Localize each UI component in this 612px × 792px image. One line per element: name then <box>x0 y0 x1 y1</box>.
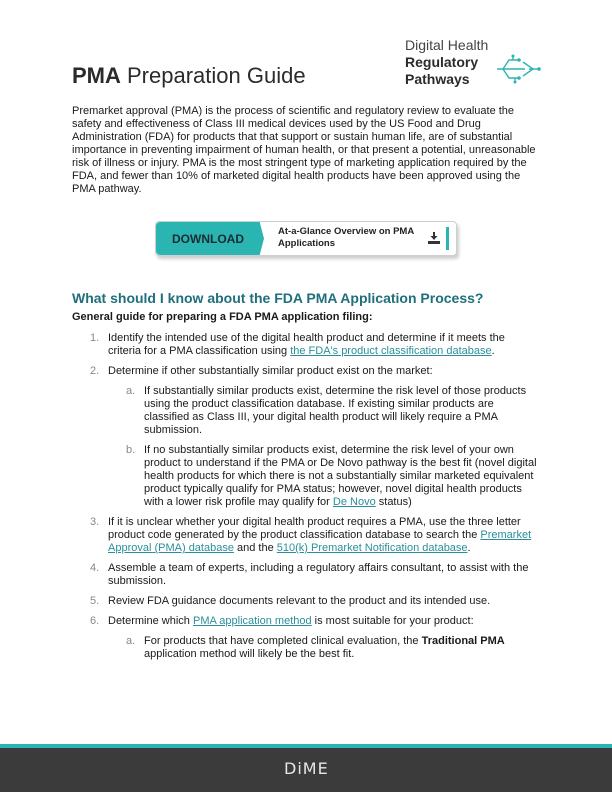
pma-application-method-link[interactable]: PMA application method <box>192 615 312 627</box>
step-text-end: . <box>491 345 495 357</box>
sub-list-item <box>108 385 540 437</box>
step-text: If it is unclear whether your digital health product requires a PMA, use the three letter product code generated by the product classification database to search the <box>108 516 521 541</box>
sub-step-text: For products that have completed clinical evaluation, the <box>144 635 422 647</box>
sub-step-text-end: status) <box>375 496 412 508</box>
logo-line-2: Regulatory <box>405 54 479 70</box>
section-subheading: General guide for preparing a FDA PMA application filing: <box>72 311 373 323</box>
de-novo-link[interactable]: De Novo <box>332 496 376 508</box>
step-text: Review FDA guidance documents relevant to the product and its intended use. <box>108 595 491 607</box>
steps-list <box>72 332 540 668</box>
dime-logo: DiME <box>284 759 329 778</box>
title-rest: Preparation Guide <box>120 63 306 88</box>
step-text: Identify the intended use of the digital health product and determine if it meets the criteria for a PMA classification using <box>108 332 505 357</box>
product-classification-link[interactable]: the FDA's product classification database <box>290 345 492 357</box>
download-label: DOWNLOAD <box>172 232 244 246</box>
sub-step-text: If substantially similar products exist, determine the risk level of those products using the product classification database. If existing similar products are classified as Class III, your digital health product will likely require a PMA submission. <box>144 385 527 436</box>
list-item <box>72 332 540 358</box>
step-text: Determine if other substantially similar product exist on the market: <box>108 365 433 377</box>
step-text: Determine which <box>108 615 193 627</box>
sub-list-item <box>108 635 540 661</box>
download-icon <box>427 231 441 245</box>
sub-step-text-end: application method will likely be the best fit. <box>144 648 355 660</box>
traditional-pma-term: Traditional PMA <box>421 635 505 647</box>
list-item <box>72 365 540 509</box>
step-text-end: is most suitable for your product: <box>311 615 474 627</box>
list-number: 4. <box>90 562 100 574</box>
step-text: Assemble a team of experts, including a regulatory affairs consultant, to assist with the submission. <box>108 562 529 587</box>
title-bold: PMA <box>72 63 121 88</box>
list-number: 1. <box>90 332 100 344</box>
logo-line-1: Digital Health <box>405 37 489 53</box>
sub-list-letter: b. <box>126 444 136 456</box>
download-button[interactable] <box>155 221 457 256</box>
list-number: 6. <box>90 615 100 627</box>
510k-database-link[interactable]: 510(k) Premarket Notification database <box>276 542 468 554</box>
regulatory-pathways-logo <box>405 36 545 92</box>
step-text-end: . <box>467 542 471 554</box>
download-accent-bar <box>446 227 449 250</box>
logo-line-3: Pathways <box>405 71 470 87</box>
list-number: 2. <box>90 365 100 377</box>
list-item <box>72 595 540 608</box>
list-item <box>72 615 540 661</box>
sub-list-letter: a. <box>126 385 136 397</box>
pma-database-link[interactable]: Premarket Approval (PMA) database <box>108 529 532 554</box>
page-title <box>72 63 306 89</box>
sub-list-letter: a. <box>126 635 136 647</box>
step-text-mid: and the <box>233 542 277 554</box>
list-item <box>72 562 540 588</box>
list-number: 3. <box>90 516 100 528</box>
sub-step-text: If no substantially similar products exist, determine the risk level of your own product to understand if the PMA or De Novo pathway is the best fit (novel digital health products for which there is not a substantially similar marketed equivalent product typically qualify for PMA status; however, novel digital health products with a lower risk profile may qualify for <box>144 444 537 508</box>
sub-list-item <box>108 444 540 509</box>
download-description: At-a-Glance Overview on PMA Applications <box>278 226 414 249</box>
section-heading: What should I know about the FDA PMA Application Process? <box>72 290 484 306</box>
list-item <box>72 516 540 555</box>
intro-paragraph: Premarket approval (PMA) is the process of scientific and regulatory review to evaluate the safety and effectiveness of Class III medical devices used by the US Food and Drug Administration (FDA) for products that that support or sustain human life, are of substantial importance in preventing impairment of human health, or that present a potential, unreasonable risk of illness or injury. PMA is the most stringent type of marketing application required by the FDA, and fewer than 10% of marketed digital health products have been approved using the PMA pathway. <box>72 105 536 195</box>
circuit-arrow-icon <box>495 54 541 84</box>
list-number: 5. <box>90 595 100 607</box>
